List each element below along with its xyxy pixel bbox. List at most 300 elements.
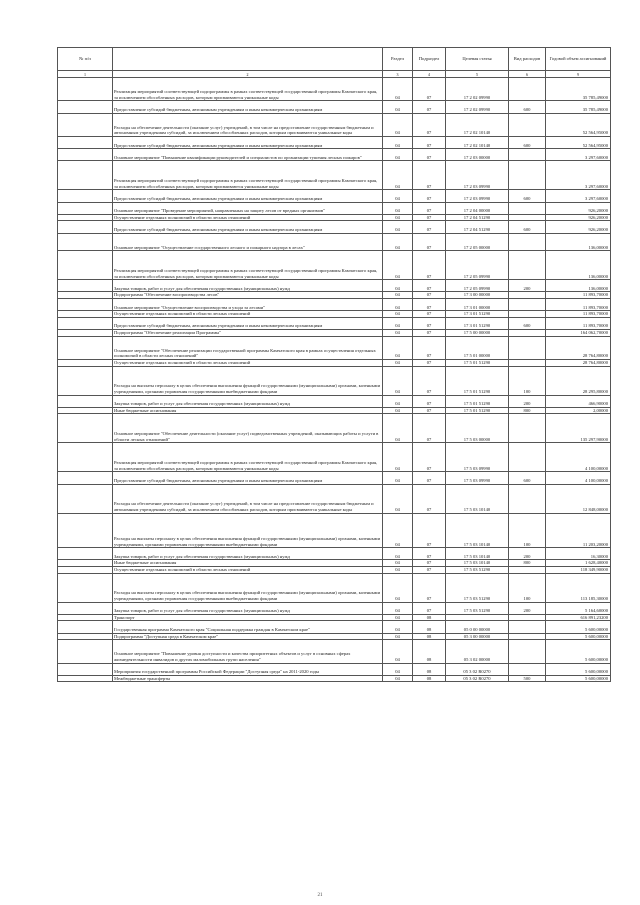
table-row xyxy=(58,566,611,573)
row-podrazdel-cell: 07 xyxy=(413,407,446,414)
row-amount-cell: 11 893,70000 xyxy=(546,292,611,299)
row-amount-cell: 3 297,60000 xyxy=(546,149,611,161)
row-amount-cell: 164 062,70000 xyxy=(546,330,611,337)
row-number-cell xyxy=(58,280,113,292)
row-name-cell: Предоставление субсидий бюджетным, автономным учреждениям и иным некоммерческим организациям xyxy=(113,101,383,113)
row-number-cell xyxy=(58,366,113,395)
table-row xyxy=(58,136,611,148)
table-row xyxy=(58,190,611,202)
header-annual-amount: Годовой объем ассигнований xyxy=(546,48,611,71)
row-razdel-cell: 04 xyxy=(383,560,413,567)
row-expense-type-cell xyxy=(509,633,546,640)
row-target-article-cell: 17 5 01 00000 xyxy=(446,336,509,359)
row-name-cell: Предоставление субсидий бюджетным, автономным учреждениям и иным некоммерческим организациям xyxy=(113,190,383,202)
row-name-cell: Подпрограмма "Доступная среда в Камчатском крае" xyxy=(113,633,383,640)
row-razdel-cell: 04 xyxy=(383,675,413,682)
row-target-article-cell: 17 5 03 10140 xyxy=(446,548,509,560)
table-row xyxy=(58,395,611,407)
row-podrazdel-cell: 08 xyxy=(413,663,446,675)
row-razdel-cell: 04 xyxy=(383,395,413,407)
table-row xyxy=(58,251,611,280)
row-target-article-cell: 17 2 02 10140 xyxy=(446,136,509,148)
row-amount-cell: 1 628,40000 xyxy=(546,560,611,567)
table-row xyxy=(58,202,611,214)
row-razdel-cell: 04 xyxy=(383,407,413,414)
row-number-cell xyxy=(58,633,113,640)
row-amount-cell: 5 600,00000 xyxy=(546,675,611,682)
row-razdel-cell: 04 xyxy=(383,614,413,621)
row-target-article-cell: 17 2 04 51290 xyxy=(446,221,509,233)
row-name-cell: Основное мероприятие "Проведение мероприятий, направленных на защиту лесов от вредных организмов" xyxy=(113,202,383,214)
row-amount-cell: 5 600,00000 xyxy=(546,633,611,640)
row-name-cell: Осуществление отдельных полномочий в области лесных отношений xyxy=(113,311,383,318)
row-expense-type-cell xyxy=(509,299,546,311)
row-target-article-cell: 17 3 01 51290 xyxy=(446,317,509,329)
row-name-cell: Закупка товаров, работ и услуг для обеспечения государственных (муниципальных) нужд xyxy=(113,395,383,407)
row-target-article-cell: 17 5 00 00000 xyxy=(446,330,509,337)
table-row xyxy=(58,233,611,251)
row-podrazdel-cell: 07 xyxy=(413,548,446,560)
row-amount-cell: 5 164,60000 xyxy=(546,602,611,614)
row-number-cell xyxy=(58,614,113,621)
table-row xyxy=(58,675,611,682)
row-expense-type-cell xyxy=(509,663,546,675)
row-expense-type-cell xyxy=(509,214,546,221)
row-target-article-cell: 17 3 01 00000 xyxy=(446,299,509,311)
row-number-cell xyxy=(58,251,113,280)
row-number-cell xyxy=(58,360,113,367)
row-name-cell: Расходы на обеспечение деятельности (оказание услуг) учреждений, в том числе на предоставление государственным бюджетным и автономным учреждениям субсидий, за исключением обособленных расходов, которым присваиваются уникальные коды xyxy=(113,113,383,136)
row-amount-cell: 616 891,23200 xyxy=(546,614,611,621)
row-number-cell xyxy=(58,443,113,472)
row-razdel-cell: 04 xyxy=(383,311,413,318)
row-podrazdel-cell: 07 xyxy=(413,336,446,359)
header-expense-type: Вид расходов xyxy=(509,48,546,71)
row-name-cell: Иные бюджетные ассигнования xyxy=(113,407,383,414)
row-expense-type-cell xyxy=(509,614,546,621)
column-number: 2 xyxy=(113,71,383,78)
table-row xyxy=(58,513,611,548)
row-amount-cell: 136,00000 xyxy=(546,233,611,251)
row-name-cell: Основное мероприятие "Осуществление государственного лесного и пожарного надзора в лесах" xyxy=(113,233,383,251)
row-name-cell: Основное мероприятие "Повышение уровня доступности и качества приоритетных объектов и услуг в основных сферах жизнедеятельности инвалидов и других маломобильных групп населения" xyxy=(113,640,383,663)
row-number-cell xyxy=(58,602,113,614)
table-row xyxy=(58,443,611,472)
row-name-cell: Осуществление отдельных полномочий в области лесных отношений xyxy=(113,566,383,573)
page-number: 21 xyxy=(317,893,323,898)
row-target-article-cell: 17 2 05 09990 xyxy=(446,251,509,280)
row-number-cell xyxy=(58,113,113,136)
row-podrazdel-cell: 07 xyxy=(413,317,446,329)
row-expense-type-cell xyxy=(509,566,546,573)
row-podrazdel-cell: 07 xyxy=(413,101,446,113)
row-expense-type-cell: 600 xyxy=(509,101,546,113)
row-razdel-cell: 04 xyxy=(383,101,413,113)
row-name-cell: Расходы на выплаты персоналу в целях обеспечения выполнения функций государственными (муниципальными) органами, казенными учреждениями, органами управления государственными внебюджетными фондами xyxy=(113,573,383,602)
row-podrazdel-cell: 07 xyxy=(413,190,446,202)
row-razdel-cell: 04 xyxy=(383,233,413,251)
row-number-cell xyxy=(58,336,113,359)
row-razdel-cell: 04 xyxy=(383,513,413,548)
row-razdel-cell: 04 xyxy=(383,366,413,395)
row-razdel-cell: 04 xyxy=(383,136,413,148)
header-podrazdel: Подраздел xyxy=(413,48,446,71)
table-row xyxy=(58,560,611,567)
row-target-article-cell: 05 3 02 R0270 xyxy=(446,675,509,682)
row-expense-type-cell xyxy=(509,443,546,472)
row-name-cell: Закупка товаров, работ и услуг для обеспечения государственных (муниципальных) нужд xyxy=(113,548,383,560)
row-expense-type-cell: 200 xyxy=(509,395,546,407)
row-podrazdel-cell: 07 xyxy=(413,311,446,318)
row-target-article-cell: 17 5 03 10140 xyxy=(446,560,509,567)
row-target-article-cell: 17 5 03 09990 xyxy=(446,472,509,484)
table-row xyxy=(58,602,611,614)
row-amount-cell: 5 600,00000 xyxy=(546,663,611,675)
row-number-cell xyxy=(58,190,113,202)
row-target-article-cell: 17 2 02 09990 xyxy=(446,78,509,101)
row-podrazdel-cell: 07 xyxy=(413,573,446,602)
row-amount-cell: 12 848,00000 xyxy=(546,484,611,513)
row-number-cell xyxy=(58,640,113,663)
row-name-cell: Расходы на выплаты персоналу в целях обеспечения выполнения функций государственными (муниципальными) органами, казенными учреждениями, органами управления государственными внебюджетными фондами xyxy=(113,513,383,548)
row-number-cell xyxy=(58,414,113,443)
table-row xyxy=(58,161,611,190)
row-expense-type-cell xyxy=(509,78,546,101)
row-podrazdel-cell: 08 xyxy=(413,633,446,640)
row-name-cell: Расходы на выплаты персоналу в целях обеспечения выполнения функций государственными (муниципальными) органами, казенными учреждениями, органами управления государственными внебюджетными фондами xyxy=(113,366,383,395)
row-podrazdel-cell: 07 xyxy=(413,136,446,148)
row-target-article-cell: 17 3 00 00000 xyxy=(446,292,509,299)
row-expense-type-cell: 200 xyxy=(509,280,546,292)
row-target-article-cell: 17 2 03 09990 xyxy=(446,161,509,190)
row-number-cell xyxy=(58,560,113,567)
row-expense-type-cell xyxy=(509,360,546,367)
row-podrazdel-cell: 07 xyxy=(413,560,446,567)
row-number-cell xyxy=(58,136,113,148)
row-name-cell: Основное мероприятие "Обеспечение деятельности (оказание услуг) подведомственных учреждений, оказывающих работы и услуги в области лесных отношений" xyxy=(113,414,383,443)
row-expense-type-cell xyxy=(509,233,546,251)
row-amount-cell: 35 785,49000 xyxy=(546,78,611,101)
row-podrazdel-cell: 07 xyxy=(413,484,446,513)
row-amount-cell: 11 203,20000 xyxy=(546,513,611,548)
row-amount-cell: 2,00000 xyxy=(546,407,611,414)
table-row xyxy=(58,640,611,663)
row-name-cell: Основное мероприятие "Обеспечение реализации государственной программы Камчатского края в рамках осуществления отдельных полномочий в области лесных отношений" xyxy=(113,336,383,359)
header-name xyxy=(113,48,383,71)
row-number-cell xyxy=(58,573,113,602)
row-podrazdel-cell: 07 xyxy=(413,414,446,443)
budget-table xyxy=(57,47,611,682)
row-razdel-cell: 04 xyxy=(383,484,413,513)
table-header-row xyxy=(58,48,611,71)
table-row xyxy=(58,317,611,329)
table-row xyxy=(58,292,611,299)
row-expense-type-cell xyxy=(509,640,546,663)
row-podrazdel-cell: 08 xyxy=(413,614,446,621)
row-target-article-cell: 17 2 04 51290 xyxy=(446,214,509,221)
row-name-cell: Предоставление субсидий бюджетным, автономным учреждениям и иным некоммерческим организациям xyxy=(113,317,383,329)
row-razdel-cell: 04 xyxy=(383,548,413,560)
row-podrazdel-cell: 07 xyxy=(413,443,446,472)
row-target-article-cell: 17 5 03 51290 xyxy=(446,573,509,602)
row-expense-type-cell xyxy=(509,336,546,359)
row-target-article-cell: 05 0 00 00000 xyxy=(446,621,509,633)
table-row xyxy=(58,614,611,621)
row-expense-type-cell xyxy=(509,311,546,318)
row-target-article-cell: 17 5 03 51290 xyxy=(446,566,509,573)
row-razdel-cell: 04 xyxy=(383,202,413,214)
row-razdel-cell: 04 xyxy=(383,292,413,299)
row-expense-type-cell: 100 xyxy=(509,573,546,602)
row-target-article-cell: 05 3 02 00000 xyxy=(446,640,509,663)
row-amount-cell: 11 893,70000 xyxy=(546,311,611,318)
row-target-article-cell: 05 3 02 R0270 xyxy=(446,663,509,675)
row-name-cell: Основное мероприятие "Осуществление воспроизводства и ухода за лесами" xyxy=(113,299,383,311)
row-expense-type-cell: 100 xyxy=(509,513,546,548)
row-podrazdel-cell: 07 xyxy=(413,221,446,233)
row-name-cell: Реализация мероприятий соответствующей подпрограммы в рамках соответствующей государственной программы Камчатского края, за исключением обособленных расходов, которым присваиваются уникальные коды xyxy=(113,443,383,472)
row-number-cell xyxy=(58,292,113,299)
row-amount-cell: 11 893,70000 xyxy=(546,299,611,311)
row-razdel-cell: 04 xyxy=(383,161,413,190)
row-podrazdel-cell: 07 xyxy=(413,366,446,395)
row-name-cell: Осуществление отдельных полномочий в области лесных отношений xyxy=(113,360,383,367)
row-amount-cell: 28 295,80000 xyxy=(546,366,611,395)
row-podrazdel-cell: 07 xyxy=(413,280,446,292)
row-amount-cell: 466,90000 xyxy=(546,395,611,407)
row-number-cell xyxy=(58,202,113,214)
row-name-cell: Основное мероприятие "Повышение квалификации руководителей и специалистов по организации тушения лесных пожаров" xyxy=(113,149,383,161)
row-podrazdel-cell: 07 xyxy=(413,299,446,311)
row-expense-type-cell xyxy=(509,414,546,443)
row-amount-cell: 28 764,80000 xyxy=(546,360,611,367)
row-amount-cell: 136,00000 xyxy=(546,280,611,292)
row-number-cell xyxy=(58,78,113,101)
row-number-cell xyxy=(58,214,113,221)
row-name-cell: Закупка товаров, работ и услуг для обеспечения государственных (муниципальных) нужд xyxy=(113,602,383,614)
row-expense-type-cell xyxy=(509,161,546,190)
row-podrazdel-cell: 08 xyxy=(413,621,446,633)
column-number: 3 xyxy=(383,71,413,78)
table-row xyxy=(58,101,611,113)
row-name-cell: Иные бюджетные ассигнования xyxy=(113,560,383,567)
row-number-cell xyxy=(58,548,113,560)
row-amount-cell: 11 893,70000 xyxy=(546,317,611,329)
row-amount-cell: 3 297,60000 xyxy=(546,190,611,202)
table-row xyxy=(58,472,611,484)
row-amount-cell: 5 600,00000 xyxy=(546,621,611,633)
header-target-article: Целевая статья xyxy=(446,48,509,71)
column-number: 6 xyxy=(509,71,546,78)
table-row xyxy=(58,548,611,560)
row-target-article-cell: 17 2 03 09990 xyxy=(446,190,509,202)
row-expense-type-cell xyxy=(509,292,546,299)
table-row xyxy=(58,414,611,443)
row-podrazdel-cell: 07 xyxy=(413,360,446,367)
row-razdel-cell: 04 xyxy=(383,602,413,614)
row-number-cell xyxy=(58,663,113,675)
row-podrazdel-cell: 07 xyxy=(413,214,446,221)
row-target-article-cell: 17 5 03 10140 xyxy=(446,513,509,548)
row-amount-cell: 3 297,60000 xyxy=(546,161,611,190)
row-number-cell xyxy=(58,233,113,251)
row-amount-cell: 16,30000 xyxy=(546,548,611,560)
table-row xyxy=(58,221,611,233)
row-amount-cell: 118 349,90000 xyxy=(546,566,611,573)
table-row xyxy=(58,214,611,221)
row-expense-type-cell xyxy=(509,149,546,161)
row-expense-type-cell xyxy=(509,484,546,513)
row-name-cell: Мероприятия государственной программы Российской Федерации "Доступная среда" на 2011-2020 годы xyxy=(113,663,383,675)
row-razdel-cell: 04 xyxy=(383,621,413,633)
row-target-article-cell: 17 2 02 10140 xyxy=(446,113,509,136)
table-row xyxy=(58,663,611,675)
table-row xyxy=(58,484,611,513)
row-target-article-cell xyxy=(446,614,509,621)
row-name-cell: Расходы на обеспечение деятельности (оказание услуг) учреждений, в том числе на предоставление государственным бюджетным и автономным учреждениям субсидий, за исключением обособленных расходов, которым присваиваются уникальные коды xyxy=(113,484,383,513)
table-row xyxy=(58,407,611,414)
row-podrazdel-cell: 07 xyxy=(413,395,446,407)
row-razdel-cell: 04 xyxy=(383,299,413,311)
table-row xyxy=(58,360,611,367)
column-number: 5 xyxy=(446,71,509,78)
row-name-cell: Предоставление субсидий бюджетным, автономным учреждениям и иным некоммерческим организациям xyxy=(113,136,383,148)
row-name-cell: Осуществление отдельных полномочий в области лесных отношений xyxy=(113,214,383,221)
row-razdel-cell: 04 xyxy=(383,221,413,233)
row-amount-cell: 113 185,30000 xyxy=(546,573,611,602)
row-target-article-cell: 17 5 01 51290 xyxy=(446,360,509,367)
row-podrazdel-cell: 07 xyxy=(413,161,446,190)
column-number: 1 xyxy=(58,71,113,78)
budget-table-sheet xyxy=(57,47,610,682)
row-target-article-cell: 05 3 00 00000 xyxy=(446,633,509,640)
row-razdel-cell: 04 xyxy=(383,149,413,161)
table-row xyxy=(58,280,611,292)
row-amount-cell: 5 600,00000 xyxy=(546,640,611,663)
row-razdel-cell: 04 xyxy=(383,330,413,337)
row-razdel-cell: 04 xyxy=(383,78,413,101)
row-amount-cell: 52 564,95000 xyxy=(546,136,611,148)
row-name-cell: Предоставление субсидий бюджетным, автономным учреждениям и иным некоммерческим организациям xyxy=(113,221,383,233)
row-target-article-cell: 17 2 05 09990 xyxy=(446,280,509,292)
table-row xyxy=(58,149,611,161)
row-number-cell xyxy=(58,101,113,113)
row-expense-type-cell: 200 xyxy=(509,548,546,560)
table-row xyxy=(58,633,611,640)
row-razdel-cell: 04 xyxy=(383,414,413,443)
table-row xyxy=(58,621,611,633)
row-target-article-cell: 17 2 02 09990 xyxy=(446,101,509,113)
row-number-cell xyxy=(58,161,113,190)
row-target-article-cell: 17 3 01 51290 xyxy=(446,311,509,318)
row-razdel-cell: 04 xyxy=(383,214,413,221)
row-expense-type-cell xyxy=(509,621,546,633)
row-number-cell xyxy=(58,311,113,318)
row-number-cell xyxy=(58,566,113,573)
row-number-cell xyxy=(58,221,113,233)
row-target-article-cell: 17 5 03 00000 xyxy=(446,414,509,443)
row-expense-type-cell: 600 xyxy=(509,317,546,329)
row-podrazdel-cell: 07 xyxy=(413,202,446,214)
table-row xyxy=(58,311,611,318)
row-podrazdel-cell: 08 xyxy=(413,640,446,663)
row-podrazdel-cell: 07 xyxy=(413,513,446,548)
row-expense-type-cell: 600 xyxy=(509,190,546,202)
row-number-cell xyxy=(58,299,113,311)
row-number-cell xyxy=(58,621,113,633)
row-expense-type-cell: 800 xyxy=(509,560,546,567)
row-razdel-cell: 04 xyxy=(383,443,413,472)
row-target-article-cell: 17 5 03 51290 xyxy=(446,602,509,614)
row-expense-type-cell: 600 xyxy=(509,221,546,233)
row-razdel-cell: 04 xyxy=(383,113,413,136)
row-razdel-cell: 04 xyxy=(383,640,413,663)
table-row xyxy=(58,113,611,136)
row-podrazdel-cell: 07 xyxy=(413,472,446,484)
row-podrazdel-cell: 07 xyxy=(413,251,446,280)
row-podrazdel-cell: 07 xyxy=(413,292,446,299)
row-expense-type-cell: 800 xyxy=(509,407,546,414)
row-name-cell: Закупка товаров, работ и услуг для обеспечения государственных (муниципальных) нужд xyxy=(113,280,383,292)
table-row xyxy=(58,573,611,602)
table-row xyxy=(58,299,611,311)
row-expense-type-cell xyxy=(509,113,546,136)
row-razdel-cell: 04 xyxy=(383,317,413,329)
row-expense-type-cell xyxy=(509,202,546,214)
row-razdel-cell: 04 xyxy=(383,360,413,367)
column-number: 4 xyxy=(413,71,446,78)
table-row xyxy=(58,336,611,359)
row-podrazdel-cell: 07 xyxy=(413,233,446,251)
row-podrazdel-cell: 07 xyxy=(413,566,446,573)
row-expense-type-cell: 100 xyxy=(509,366,546,395)
row-amount-cell: 135 297,90000 xyxy=(546,414,611,443)
row-name-cell: Подпрограмма "Обеспечение воспроизводства лесов" xyxy=(113,292,383,299)
row-razdel-cell: 04 xyxy=(383,336,413,359)
row-razdel-cell: 04 xyxy=(383,573,413,602)
header-number: № п/п xyxy=(58,48,113,71)
row-target-article-cell: 17 2 05 00000 xyxy=(446,233,509,251)
row-amount-cell: 4 100,00000 xyxy=(546,472,611,484)
row-expense-type-cell: 600 xyxy=(509,136,546,148)
row-expense-type-cell: 600 xyxy=(509,472,546,484)
table-row xyxy=(58,330,611,337)
row-target-article-cell: 17 5 03 10140 xyxy=(446,484,509,513)
row-number-cell xyxy=(58,513,113,548)
row-number-cell xyxy=(58,675,113,682)
row-razdel-cell: 04 xyxy=(383,663,413,675)
row-name-cell: Реализация мероприятий соответствующей подпрограммы в рамках соответствующей государственной программы Камчатского края, за исключением обособленных расходов, которым присваиваются уникальные коды xyxy=(113,251,383,280)
row-number-cell xyxy=(58,484,113,513)
column-number-row xyxy=(58,71,611,78)
row-name-cell: Подпрограмма "Обеспечение реализации Программы" xyxy=(113,330,383,337)
row-number-cell xyxy=(58,395,113,407)
row-razdel-cell: 04 xyxy=(383,190,413,202)
row-target-article-cell: 17 5 03 09990 xyxy=(446,443,509,472)
row-name-cell: Межбюджетные трансферты xyxy=(113,675,383,682)
row-podrazdel-cell: 07 xyxy=(413,113,446,136)
row-expense-type-cell xyxy=(509,251,546,280)
row-name-cell: Государственная программа Камчатского края "Социальная поддержка граждан в Камчатском крае" xyxy=(113,621,383,633)
row-podrazdel-cell: 07 xyxy=(413,602,446,614)
row-podrazdel-cell: 08 xyxy=(413,675,446,682)
row-number-cell xyxy=(58,317,113,329)
row-amount-cell: 4 100,00000 xyxy=(546,443,611,472)
row-amount-cell: 35 785,49000 xyxy=(546,101,611,113)
column-number: 9 xyxy=(546,71,611,78)
row-amount-cell: 136,00000 xyxy=(546,251,611,280)
row-amount-cell: 926,20000 xyxy=(546,202,611,214)
